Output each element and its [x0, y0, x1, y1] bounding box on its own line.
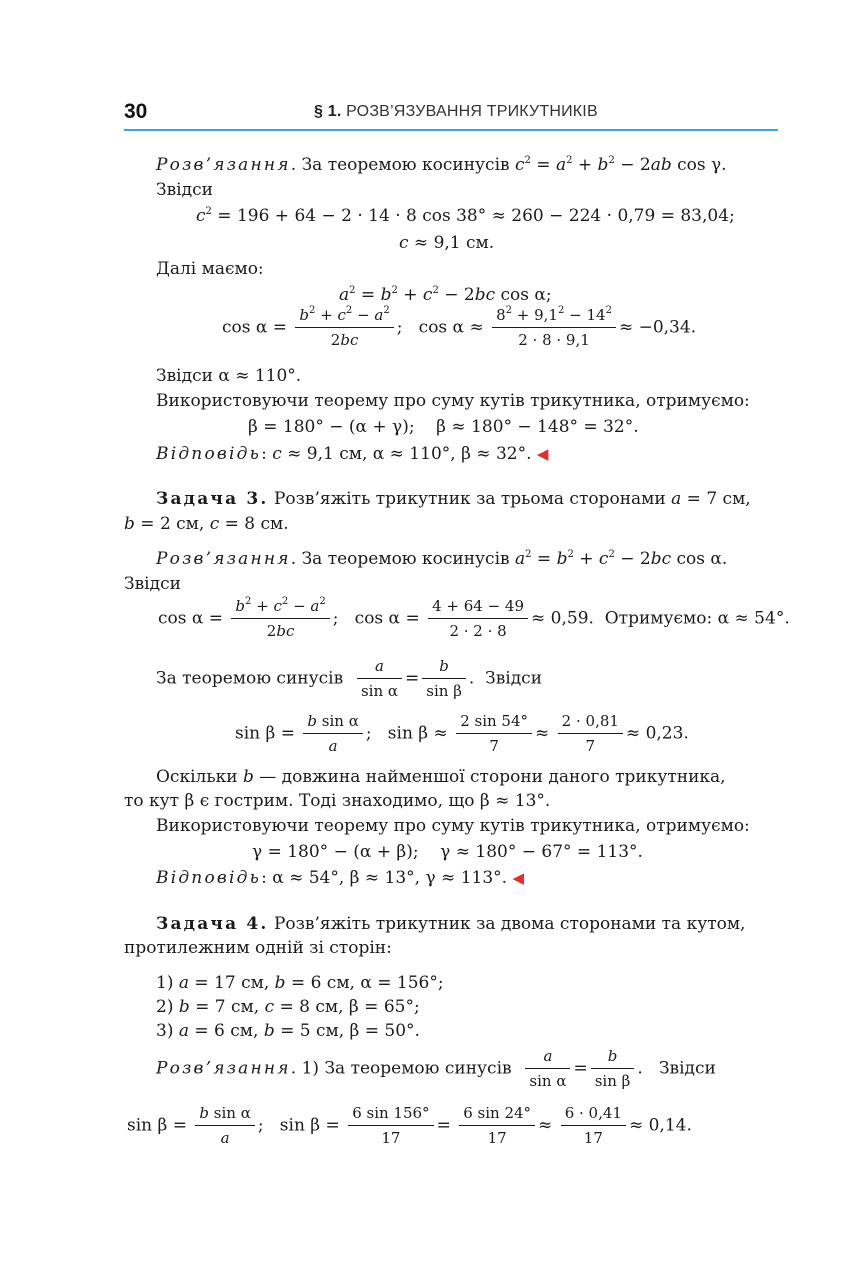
formula-task4-sin: sin β = $\frac{\text{b sin α}}{a}$ ; sin β = $\frac{6 \sin 156^\circ}{17}$ = $\frac{6 \sin 24^\circ}{17}$ ≈ $\frac{6 \cdot 0,41}{17}$ ≈ 0,14. [127, 1104, 692, 1147]
formula-task3-sin: sin β = $\frac{\text{b sin α}}{a}$ ; sin β ≈ $\frac{2 \sin 54^\circ}{7}$ ≈ $\frac{2 \cdot 0,81}{7}$ ≈ 0,23. [235, 712, 689, 755]
formula-gamma: γ = 180° − (α + β); γ ≈ 180° − 67° = 113°. [252, 842, 643, 862]
task4-item-1: 1) a = 17 см, b = 6 см, α = 156°; [156, 973, 444, 993]
formula-sine-law-1: За теоремою синусів $\frac{a}{\text{sin α}}$ = $\frac{b}{\text{sin β}}$ . Звідси [156, 657, 543, 700]
solution-line-1: Розв’язання. За теоремою косинусів $c^2 = a^2 + b^2 - 2ab$ cos γ. [156, 155, 727, 175]
task4-statement-cont: протилежним одній зі сторін: [124, 938, 392, 958]
further-label: Далі маємо: [156, 259, 264, 279]
formula-a-squared: $a^2 = b^2 + c^2 - 2bc$ cos α; [339, 285, 552, 305]
task4-statement: Задача 4. Розв’яжіть трикутник за двома сторонами та кутом, [156, 914, 746, 934]
task4-item-3: 3) a = 6 см, b = 5 см, β = 50°. [156, 1021, 420, 1041]
formula-cos-alpha: cos α = $\frac{b^2 + c^2 - a^2}{2bc}$ ; cos α ≈ $\frac{8^2 + 9,1^2 - 14^2}{2 \cdot 8 \cdot 9,1}$ ≈ −0,34. [222, 305, 697, 349]
page-number: 30 [124, 100, 148, 123]
since-line-1: Оскільки b — довжина найменшої сторони даного трикутника, [156, 767, 726, 787]
section-header: § 1. РОЗВ’ЯЗУВАННЯ ТРИКУТНИКІВ [314, 103, 598, 120]
formula-c-squared: $c^2 = 196 + 64 - 2 \cdot 14 \cdot 8$ cos 38° ≈ 260 − 224 · 0,79 = 83,04; [196, 206, 735, 226]
hence-alpha: Звідси α ≈ 110°. [156, 366, 302, 386]
answer-line-1: Відповідь: c ≈ 9,1 см, α ≈ 110°, β ≈ 32°. ◀ [156, 444, 549, 464]
task4-solution-line: Розв’язання. 1) За теоремою синусів $\frac{a}{\text{sin α}}$ = $\frac{b}{\text{sin β}}$ . Звідси [156, 1047, 716, 1090]
task3-solution-line: Розв’язання. За теоремою косинусів $a^2 = b^2 + c^2 - 2bc$ cos α. [156, 549, 728, 569]
formula-c-value: c ≈ 9,1 см. [399, 233, 495, 253]
hence-label: Звідси [156, 180, 213, 200]
formula-task3-cos: cos α = $\frac{b^2 + c^2 - a^2}{2bc}$ ; cos α = $\frac{4 + 64 - 49}{2 \cdot 2 \cdot 8}$ ≈ 0,59. Отримуємо: α ≈ 54°. [158, 596, 790, 640]
task3-statement: Задача 3. Розв’яжіть трикутник за трьома сторонами a = 7 см, [156, 489, 751, 509]
task4-item-2: 2) b = 7 см, c = 8 см, β = 65°; [156, 997, 420, 1017]
header-rule [124, 129, 778, 131]
end-marker-icon: ◀ [512, 869, 524, 887]
using-sum-line-1: Використовуючи теорему про суму кутів трикутника, отримуємо: [156, 391, 750, 411]
answer-line-2: Відповідь: α ≈ 54°, β ≈ 13°, γ ≈ 113°. ◀ [156, 868, 524, 888]
hence-label-2: Звідси [124, 574, 181, 594]
formula-beta: β = 180° − (α + γ); β ≈ 180° − 148° = 32°. [248, 417, 639, 437]
using-sum-line-2: Використовуючи теорему про суму кутів трикутника, отримуємо: [156, 816, 750, 836]
end-marker-icon: ◀ [536, 445, 549, 463]
since-line-2: то кут β є гострим. Тоді знаходимо, що β ≈ 13°. [124, 791, 551, 811]
task3-statement-cont: b = 2 см, c = 8 см. [124, 514, 289, 534]
